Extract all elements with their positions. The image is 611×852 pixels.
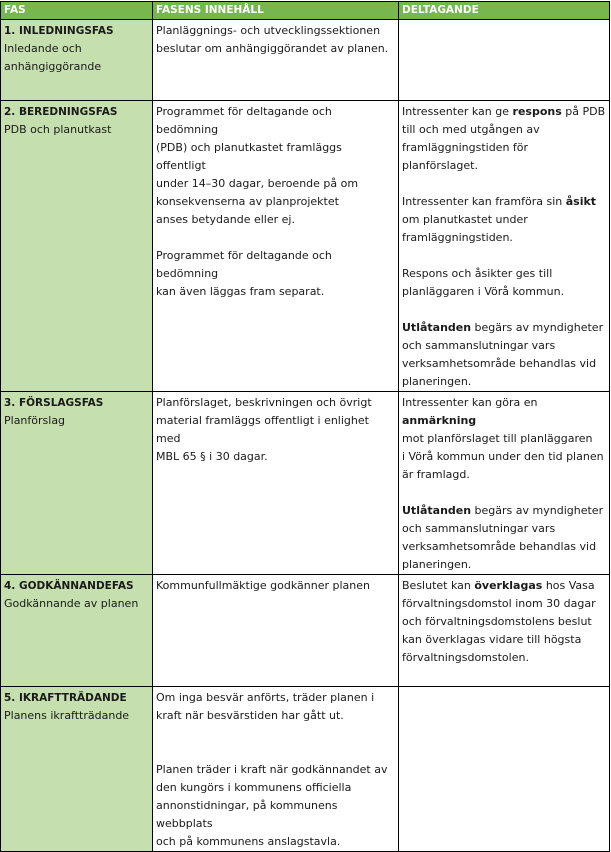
content-paragraph: Om inga besvär anförts, träder planen i kraft när besvärstiden har gått ut. (156, 691, 375, 722)
content-paragraph: Kommunfullmäktige godkänner planen (156, 579, 371, 592)
phase-subtitle: Planens ikraftträdande (4, 709, 130, 722)
participation-paragraph: Intressenter kan göra en anmärkning mot planförslaget till planläggaren i Vörå kommun under den tid planen är framlagd. (402, 396, 604, 481)
table-row (1, 101, 610, 392)
phase-title: 3. FÖRSLAGSFAS (4, 397, 104, 409)
content-paragraph: Programmet för deltagande och bedömning (PDB) och planutkastet framläggs offentligt under 14–30 dagar, beroende på om konsekvenserna av planprojektet anses betydande eller ej. (156, 105, 359, 226)
phase-cell (1, 575, 153, 687)
content-paragraph: Planläggnings- och utvecklingssektionen beslutar om anhängiggörandet av planen. (156, 24, 389, 55)
phase-subtitle: Godkännande av planen (4, 597, 139, 610)
participation-paragraph: Utlåtanden begärs av myndigheter och sammanslutningar vars verksamhetsområde behandlas vid planeringen. (402, 504, 604, 571)
header-phase: FAS (1, 2, 153, 20)
phase-title: 1. INLEDNINGSFAS (4, 25, 114, 37)
participation-cell (399, 101, 610, 392)
table-row (1, 20, 610, 101)
content-cell (153, 392, 399, 575)
phase-cell (1, 687, 153, 852)
participation-cell (399, 392, 610, 575)
planning-phases-table (0, 1, 610, 852)
participation-cell (399, 20, 610, 101)
content-cell (153, 575, 399, 687)
phase-title: 4. GODKÄNNANDEFAS (4, 580, 134, 592)
table-row (1, 687, 610, 852)
phase-cell (1, 392, 153, 575)
phase-title: 2. BEREDNINGSFAS (4, 106, 118, 118)
participation-cell (399, 575, 610, 687)
content-cell (153, 20, 399, 101)
header-participation: DELTAGANDE (399, 2, 610, 20)
participation-paragraph: Intressenter kan ge respons på PDB till och med utgången av framläggningstiden för planförslaget. (402, 105, 606, 172)
content-cell (153, 687, 399, 852)
phase-subtitle: PDB och planutkast (4, 123, 112, 136)
participation-paragraph: Respons och åsikter ges till planläggaren i Vörå kommun. (402, 267, 565, 298)
phase-cell (1, 101, 153, 392)
table-row (1, 392, 610, 575)
content-cell (153, 101, 399, 392)
phase-subtitle: Planförslag (4, 414, 66, 427)
phase-subtitle: Inledande och anhängiggörande (4, 42, 102, 73)
table-header-row (1, 2, 610, 20)
content-paragraph: Planförslaget, beskrivningen och övrigt material framläggs offentligt i enlighet med MBL 65 § i 30 dagar. (156, 396, 372, 463)
content-paragraph: Planen träder i kraft när godkännandet av den kungörs i kommunens officiella annonstidningar, på kommunens webbplats och på kommunens anslagstavla. (156, 763, 388, 848)
participation-paragraph: Intressenter kan framföra sin åsikt om planutkastet under framläggningstiden. (402, 195, 597, 244)
table-row (1, 575, 610, 687)
header-content: FASENS INNEHÅLL (153, 2, 399, 20)
participation-paragraph: Beslutet kan överklagas hos Vasa förvaltningsdomstol inom 30 dagar och förvaltningsdomstolens beslut kan överklagas vidare till högsta förvaltningsdomstolen. (402, 579, 596, 664)
participation-cell (399, 687, 610, 852)
phase-title: 5. IKRAFTTRÄDANDE (4, 692, 127, 704)
participation-paragraph: Utlåtanden begärs av myndigheter och sammanslutningar vars verksamhetsområde behandlas vid planeringen. (402, 321, 604, 388)
content-paragraph: Programmet för deltagande och bedömning kan även läggas fram separat. (156, 249, 332, 298)
phase-cell (1, 20, 153, 101)
